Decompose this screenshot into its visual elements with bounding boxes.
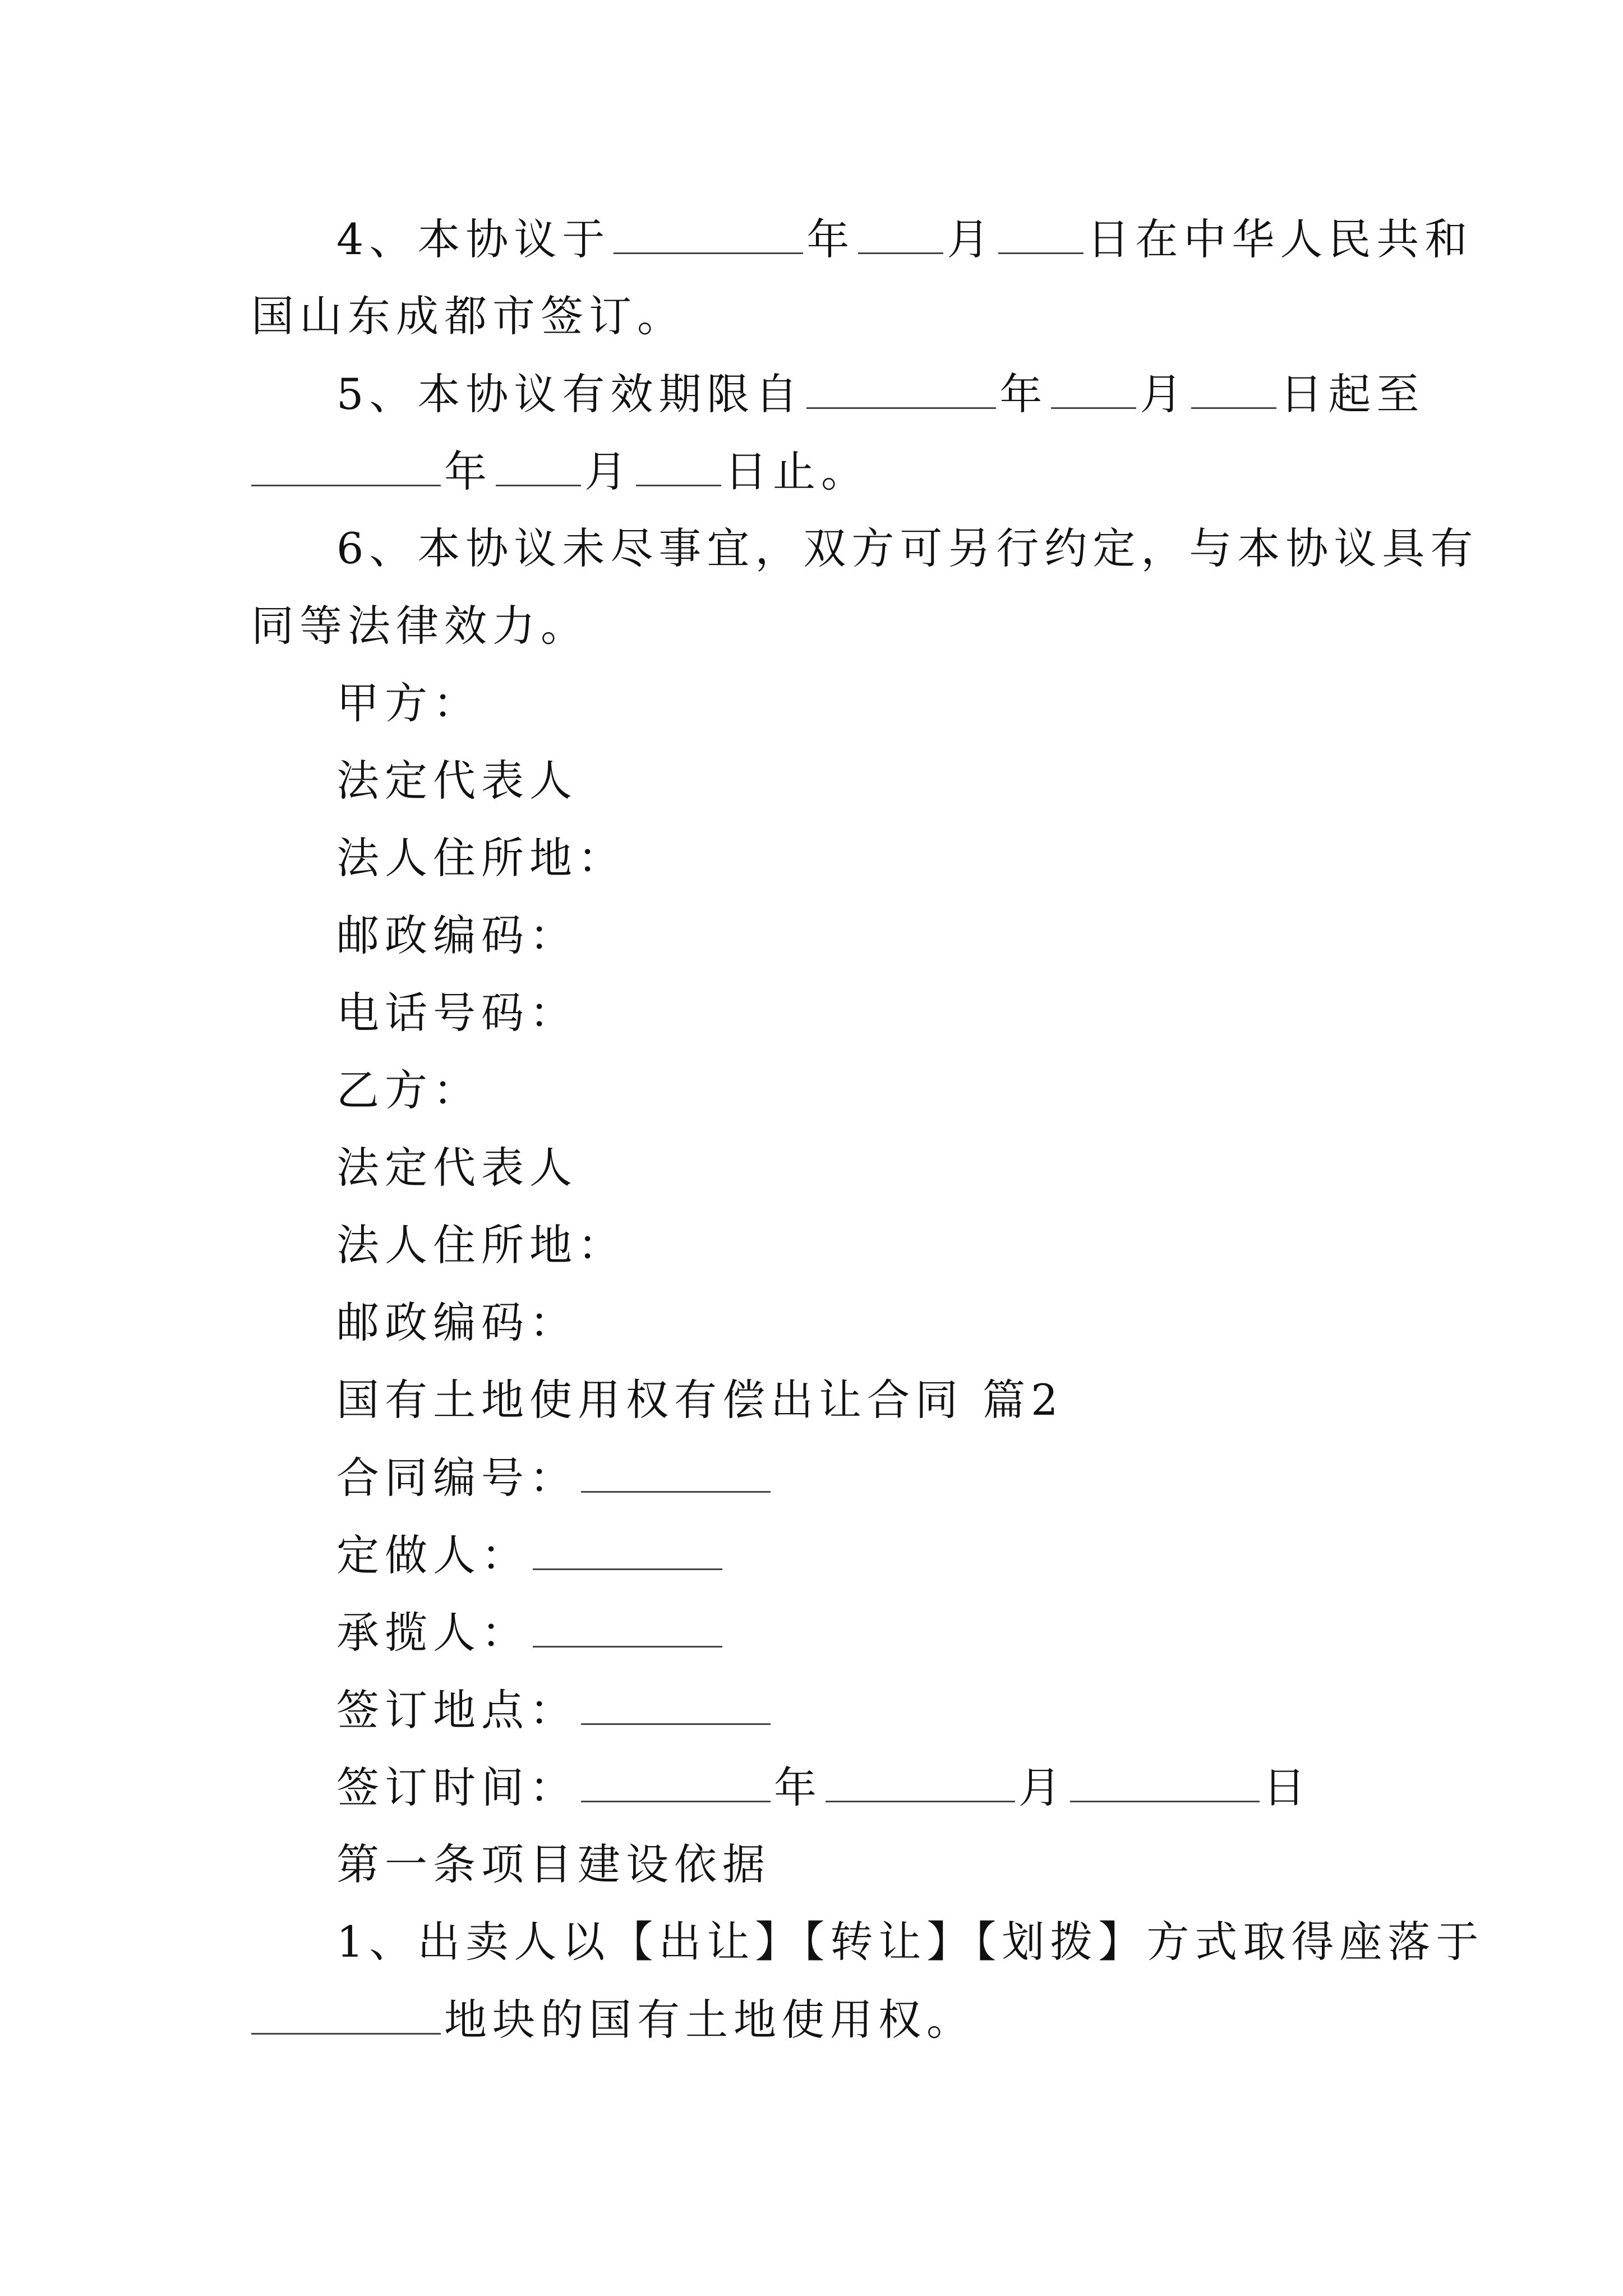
party-b-address: 法人住所地： [336, 1220, 626, 1270]
item-1-line-2 [251, 1995, 975, 2045]
time-day-blank [1070, 1766, 1260, 1802]
time-line [336, 1763, 1311, 1812]
p4-line-1 [336, 214, 1473, 264]
article-1-heading: 第一条项目建设依据 [336, 1839, 771, 1889]
party-b-postcode: 邮政编码： [336, 1297, 578, 1347]
orderer-blank [533, 1534, 722, 1570]
p5-text-d: 日起至 [1280, 369, 1425, 419]
item-1-text: 地块的国有土地使用权。 [444, 1995, 975, 2045]
p4-day-blank [998, 218, 1083, 254]
p5-text-b: 年 [999, 369, 1048, 419]
item-1-parcel-blank [251, 1998, 441, 2035]
party-a-rep: 法定代表人 [336, 756, 578, 806]
p5-to-day-blank [636, 450, 721, 486]
orderer-line [336, 1530, 726, 1580]
p4-line-2: 国山东成都市签订。 [251, 291, 685, 341]
place-blank [581, 1688, 771, 1725]
contractor-line [336, 1608, 726, 1658]
place-line [336, 1685, 774, 1735]
p5-from-day-blank [1191, 372, 1276, 409]
p5-text-f: 月 [584, 447, 633, 496]
p4-text-d: 日在中华人民共和 [1087, 214, 1473, 264]
time-month-blank [826, 1766, 1015, 1802]
contract-no-label: 合同编号： [336, 1453, 578, 1503]
p5-text-c: 月 [1140, 369, 1188, 419]
time-label: 签订时间： [336, 1763, 578, 1812]
party-a-address: 法人住所地： [336, 833, 626, 883]
contract-no-blank [581, 1456, 771, 1493]
p5-text-a: 5、本协议有效期限自 [336, 369, 804, 419]
party-b-rep: 法定代表人 [336, 1143, 578, 1193]
p4-text-b: 年 [806, 214, 855, 264]
party-a-title: 甲方： [336, 678, 481, 728]
contract-no-line [336, 1453, 774, 1503]
p5-text-g: 日止。 [725, 447, 869, 496]
item-1-line-1: 1、出卖人以【出让】【转让】【划拨】方式取得座落于 [336, 1917, 1484, 1967]
time-year: 年 [774, 1763, 822, 1812]
contractor-label: 承揽人： [336, 1608, 529, 1658]
p4-text-a: 4、本协议于 [336, 214, 611, 264]
p5-to-month-blank [496, 450, 581, 486]
p5-text-e: 年 [444, 447, 492, 496]
p4-month-blank [858, 218, 943, 254]
party-a-phone: 电话号码： [336, 988, 578, 1038]
p5-from-year-blank [806, 372, 996, 409]
p5-from-month-blank [1051, 372, 1136, 409]
orderer-label: 定做人： [336, 1530, 529, 1580]
contractor-blank [533, 1611, 722, 1648]
p5-line-2 [251, 447, 869, 496]
p6-line-1: 6、本协议未尽事宜，双方可另行约定，与本协议具有 [336, 523, 1479, 573]
time-year-blank [581, 1766, 771, 1802]
party-a-postcode: 邮政编码： [336, 910, 578, 960]
p6-line-2: 同等法律效力。 [251, 601, 589, 651]
time-month: 月 [1018, 1763, 1067, 1812]
contract2-heading: 国有土地使用权有偿出让合同 篇2 [336, 1375, 1064, 1425]
place-label: 签订地点： [336, 1685, 578, 1735]
time-day: 日 [1263, 1763, 1311, 1812]
p5-to-year-blank [251, 450, 441, 486]
p5-line-1 [336, 369, 1425, 419]
party-b-title: 乙方： [336, 1065, 481, 1115]
p4-year-blank [614, 218, 803, 254]
p4-text-c: 月 [947, 214, 995, 264]
